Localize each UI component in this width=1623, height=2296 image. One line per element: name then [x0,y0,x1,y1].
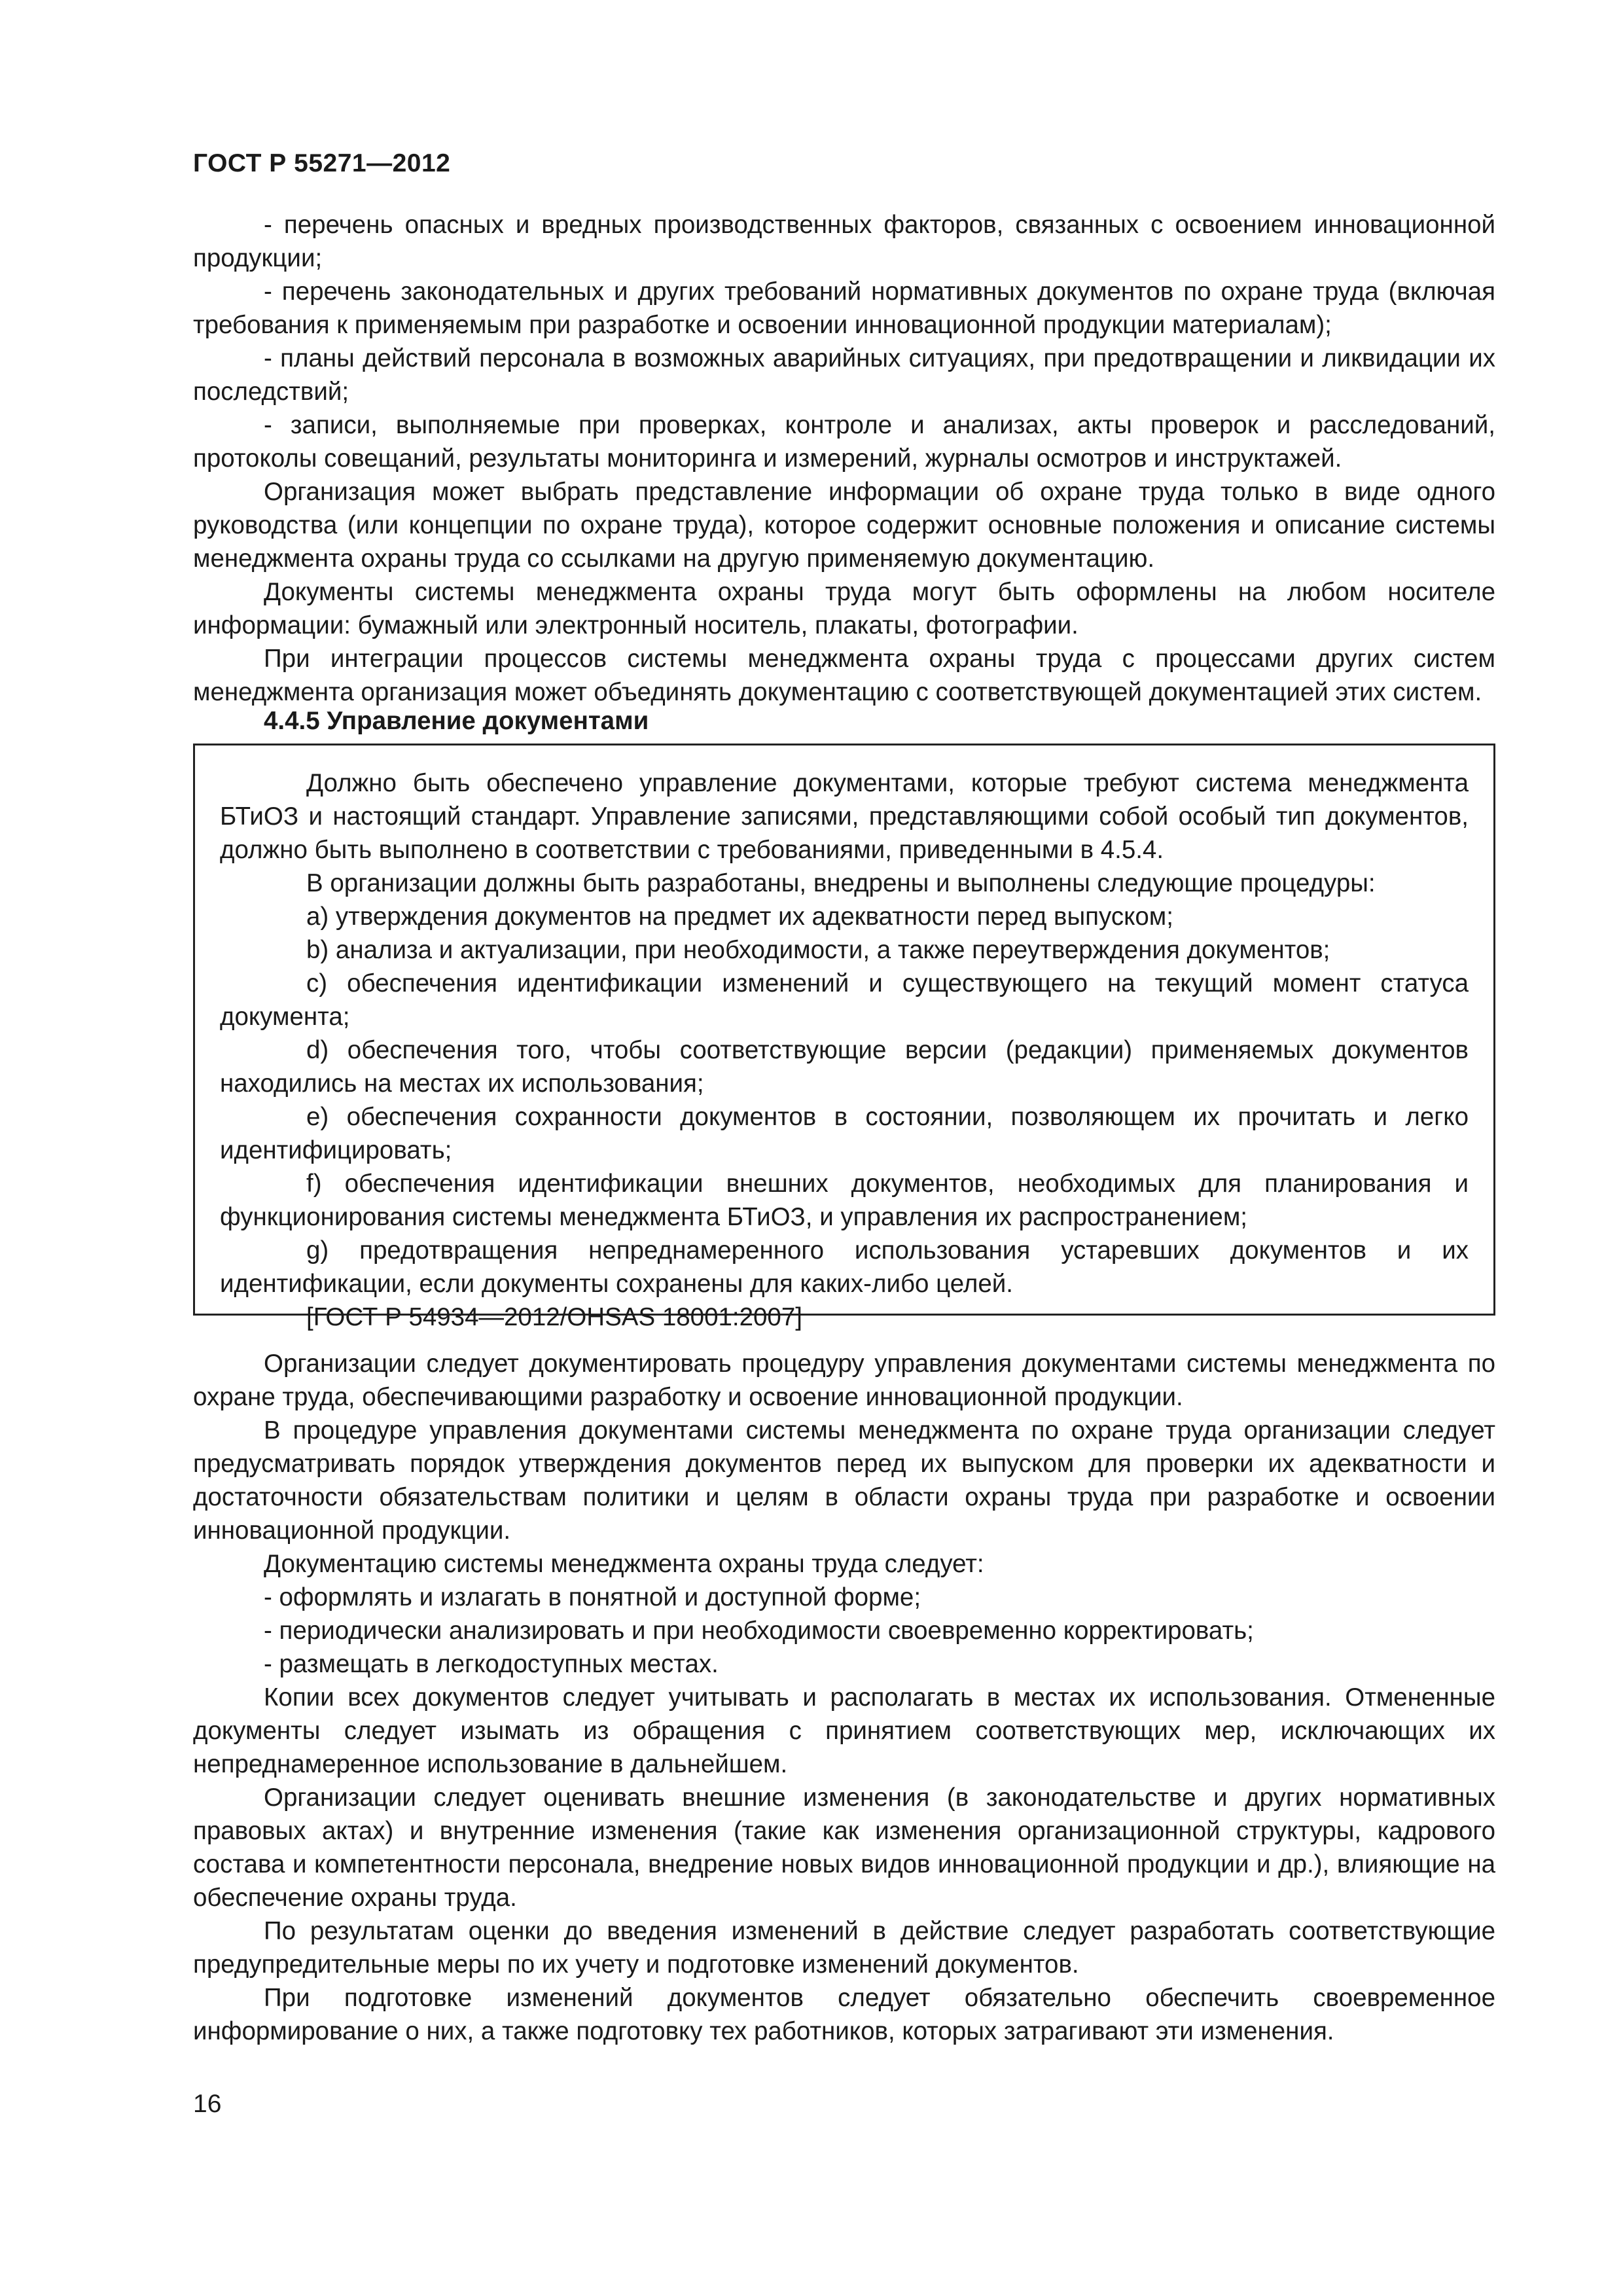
paragraph: При подготовке изменений документов следует обязательно обеспечить своевременное информирование о них, а также подготовку тех работников, которых затрагивают эти изменения. [193,1984,1495,2045]
quote-list-item: e) обеспечения сохранности документов в состоянии, позволяющем их прочитать и легко идентифицировать; [220,1103,1469,1164]
list-item: - планы действий персонала в возможных аварийных ситуациях, при предотвращении и ликвидации их последствий; [193,344,1495,406]
quote-paragraph: В организации должны быть разработаны, внедрены и выполнены следующие процедуры: [306,869,1376,897]
paragraph: Документацию системы менеджмента охраны труда следует: [264,1550,984,1578]
paragraph: Копии всех документов следует учитывать и располагать в местах их использования. Отмененные документы следует изымать из обращения с принятием соответствующих мер, исключающих их непреднамеренное использование в дальнейшем. [193,1683,1495,1778]
list-item: - записи, выполняемые при проверках, контроле и анализах, акты проверок и расследований, протоколы совещаний, результаты мониторинга и измерений, журналы осмотров и инструктажей. [193,411,1495,473]
paragraph: По результатам оценки до введения изменений в действие следует разработать соответствующие предупредительные меры по их учету и подготовке изменений документов. [193,1917,1495,1979]
list-item: - перечень законодательных и других требований нормативных документов по охране труда (включая требования к применяемым при разработке и освоении инновационной продукции материалам); [193,278,1495,339]
standard-quote-box [193,744,1495,1331]
paragraph: При интеграции процессов системы менеджмента охраны труда с процессами других систем менеджмента организация может объединять документацию с соответствующей документацией этих систем. [193,645,1495,706]
top-text-block [193,208,1495,709]
list-item: - периодически анализировать и при необходимости своевременно корректировать; [264,1617,1254,1645]
list-item: - размещать в легкодоступных местах. [264,1650,719,1678]
page-number: 16 [193,2090,222,2118]
section-heading: 4.4.5 Управление документами [264,707,649,735]
paragraph: Организация может выбрать представление информации об охране труда только в виде одного руководства (или концепции по охране труда), которое содержит основные положения и описание системы менеджмента охраны труда со ссылками на другую применяемую документацию. [193,478,1495,573]
paragraph: Организации следует оценивать внешние изменения (в законодательстве и других нормативных правовых актах) и внутренние изменения (такие как изменения организационной структуры, кадрового состава и компетентности персонала, внедрение новых видов инновационной продукции и др.), влияющие на обеспечение охраны труда. [193,1784,1495,1912]
bottom-text-block [193,1347,1495,2048]
quote-citation: [ГОСТ Р 54934—2012/OHSAS 18001:2007] [306,1303,802,1331]
quote-list-item: g) предотвращения непреднамеренного использования устаревших документов и их идентификации, если документы сохранены для каких-либо целей. [220,1236,1469,1298]
quote-list-item: d) обеспечения того, чтобы соответствующие версии (редакции) применяемых документов находились на местах их использования; [220,1036,1469,1098]
paragraph: Документы системы менеджмента охраны труда могут быть оформлены на любом носителе информации: бумажный или электронный носитель, плакаты, фотографии. [193,578,1495,639]
quote-paragraph: Должно быть обеспечено управление документами, которые требуют система менеджмента БТиОЗ и настоящий стандарт. Управление записями, представляющими собой особый тип документов, должно быть выполнено в соответствии с требованиями, приведенными в 4.5.4. [220,769,1469,864]
list-item: - оформлять и излагать в понятной и доступной форме; [264,1583,921,1611]
quote-list-item: c) обеспечения идентификации изменений и существующего на текущий момент статуса документа; [220,969,1469,1031]
list-item: - перечень опасных и вредных производственных факторов, связанных с освоением инновационной продукции; [193,211,1495,272]
paragraph: Организации следует документировать процедуру управления документами системы менеджмента по охране труда, обеспечивающими разработку и освоение инновационной продукции. [193,1350,1495,1411]
quote-list-item: a) утверждения документов на предмет их адекватности перед выпуском; [306,903,1173,931]
quote-list-item: b) анализа и актуализации, при необходимости, а также переутверждения документов; [306,936,1330,964]
document-code: ГОСТ Р 55271—2012 [193,149,451,177]
paragraph: В процедуре управления документами системы менеджмента по охране труда организации следует предусматривать порядок утверждения документов перед их выпуском для проверки их адекватности и достаточности обязательствам политики и целям в области охраны труда при разработке и освоении инновационной продукции. [193,1416,1495,1545]
quote-list-item: f) обеспечения идентификации внешних документов, необходимых для планирования и функционирования системы менеджмента БТиОЗ, и управления их распространением; [220,1170,1469,1231]
